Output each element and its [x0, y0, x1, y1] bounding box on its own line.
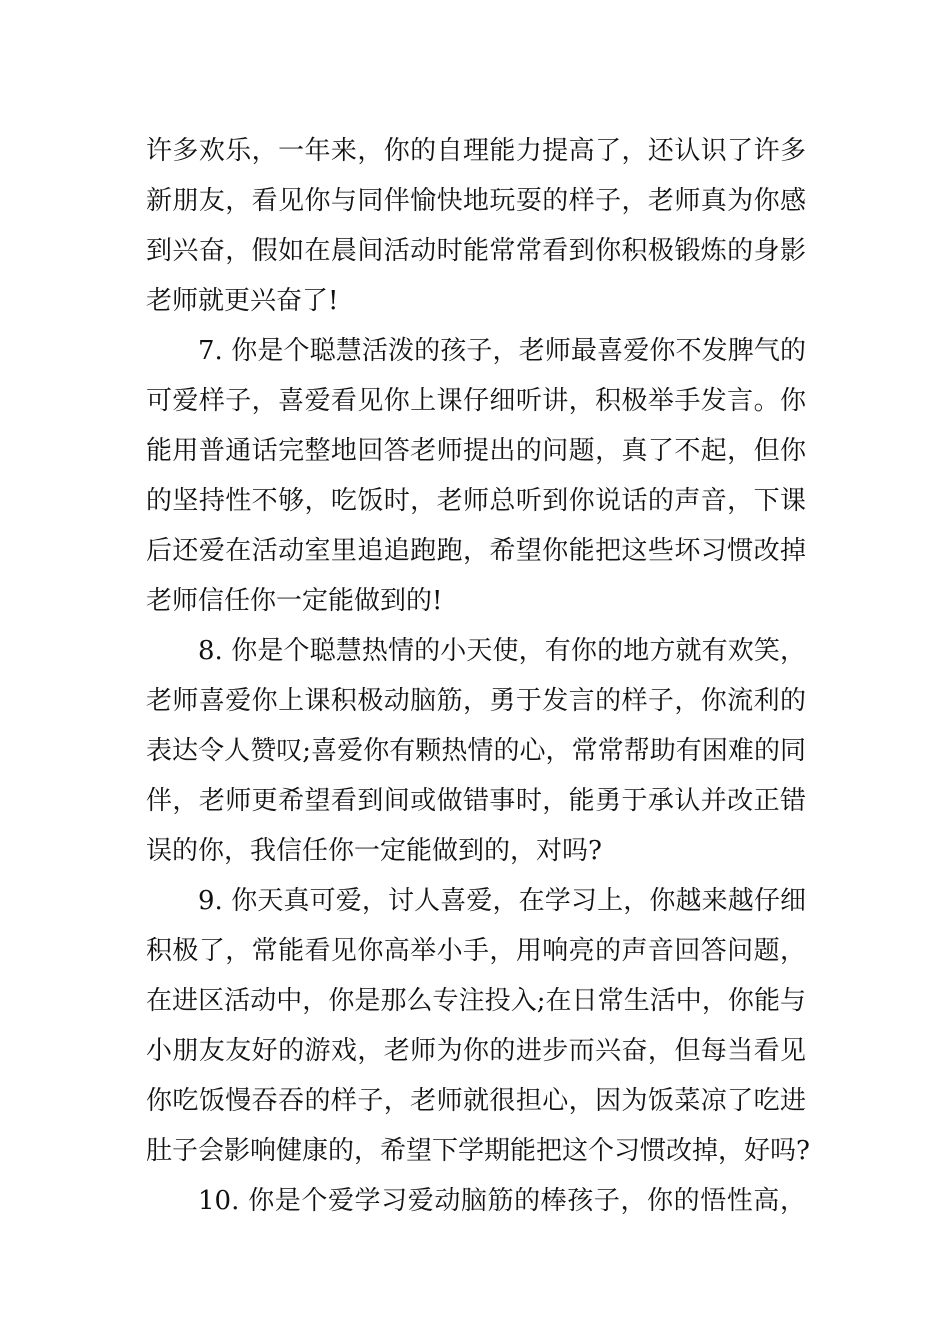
text-line: 老师信任你一定能做到的! — [146, 586, 443, 616]
paragraph-item-10 — [146, 1176, 806, 1226]
text-line: 9. 你天真可爱，讨人喜爱，在学习上，你越来越仔细 — [198, 886, 806, 916]
text-line: 可爱样子，喜爱看见你上课仔细听讲，积极举手发言。你 — [146, 386, 806, 416]
text-line: 伴，老师更希望看到间或做错事时，能勇于承认并改正错 — [146, 786, 806, 816]
paragraph-continuation — [146, 126, 806, 326]
text-line: 积极了，常能看见你高举小手，用响亮的声音回答问题， — [146, 936, 806, 966]
text-line: 肚子会影响健康的，希望下学期能把这个习惯改掉，好吗? — [146, 1136, 810, 1166]
paragraph-item-8 — [146, 626, 806, 876]
text-line: 误的你，我信任你一定能做到的，对吗? — [146, 836, 602, 866]
document-body — [146, 126, 810, 1226]
paragraph-item-9 — [146, 876, 810, 1176]
text-line: 小朋友友好的游戏，老师为你的进步而兴奋，但每当看见 — [146, 1036, 806, 1066]
text-line: 在进区活动中，你是那么专注投入;在日常生活中，你能与 — [146, 986, 806, 1016]
text-line: 你吃饭慢吞吞的样子，老师就很担心，因为饭菜凉了吃进 — [146, 1086, 806, 1116]
text-line: 10. 你是个爱学习爱动脑筋的棒孩子，你的悟性高， — [198, 1186, 806, 1216]
text-line: 8. 你是个聪慧热情的小天使，有你的地方就有欢笑， — [198, 636, 806, 666]
text-line: 7. 你是个聪慧活泼的孩子，老师最喜爱你不发脾气的 — [198, 336, 806, 366]
text-line: 后还爱在活动室里追追跑跑，希望你能把这些坏习惯改掉 — [146, 536, 806, 566]
text-line: 能用普通话完整地回答老师提出的问题，真了不起，但你 — [146, 436, 806, 466]
text-line: 新朋友，看见你与同伴愉快地玩耍的样子，老师真为你感 — [146, 186, 806, 216]
text-line: 许多欢乐，一年来，你的自理能力提高了，还认识了许多 — [146, 136, 806, 166]
text-line: 老师喜爱你上课积极动脑筋，勇于发言的样子，你流利的 — [146, 686, 806, 716]
text-line: 老师就更兴奋了! — [146, 286, 339, 316]
text-line: 的坚持性不够，吃饭时，老师总听到你说话的声音，下课 — [146, 486, 806, 516]
text-line: 到兴奋，假如在晨间活动时能常常看到你积极锻炼的身影 — [146, 236, 806, 266]
paragraph-item-7 — [146, 326, 806, 626]
text-line: 表达令人赞叹;喜爱你有颗热情的心，常常帮助有困难的同 — [146, 736, 806, 766]
